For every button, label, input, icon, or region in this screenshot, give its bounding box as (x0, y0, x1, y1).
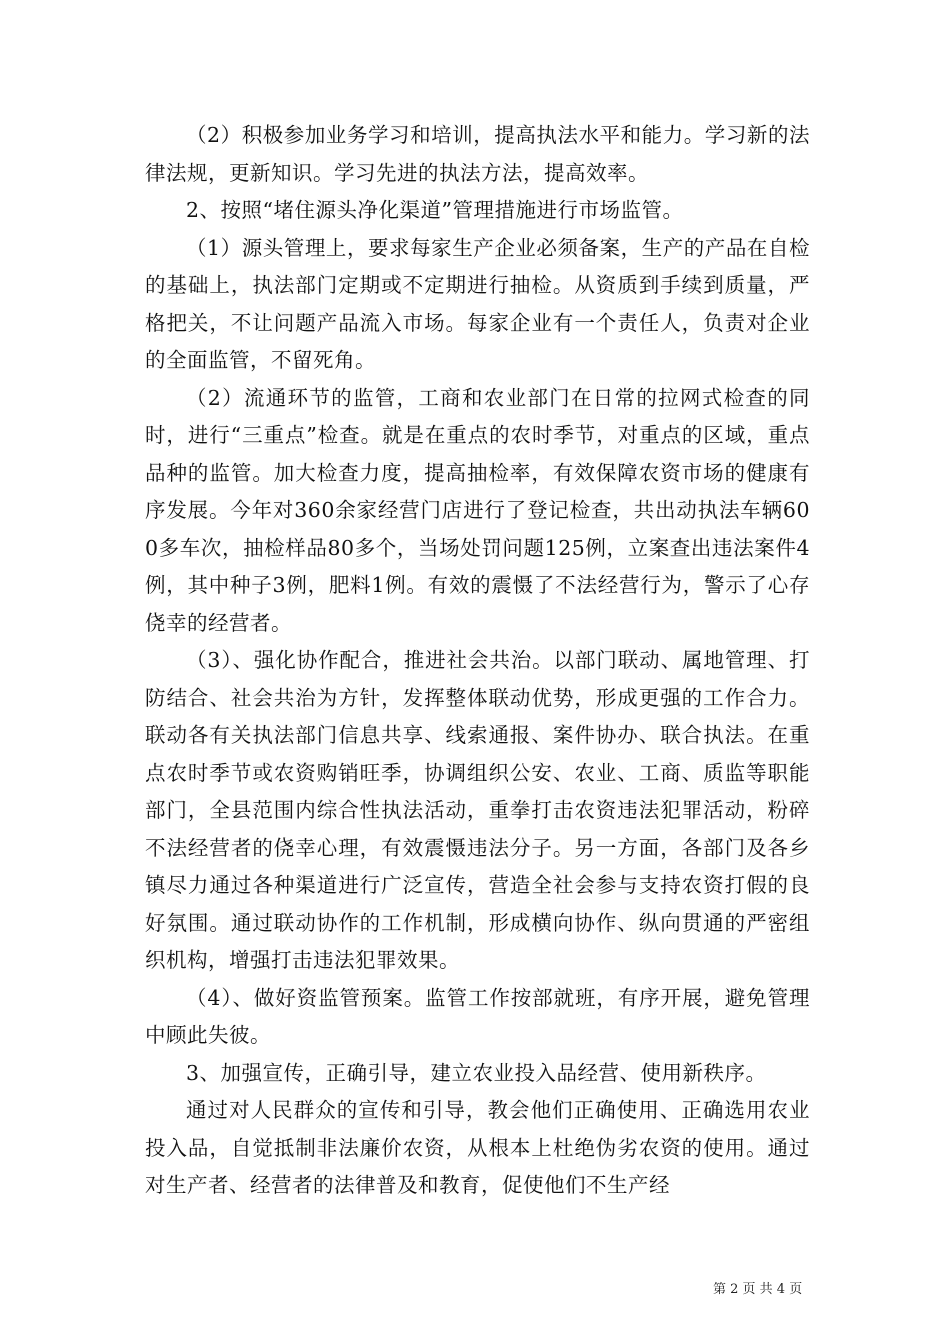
paragraph-5: （3）、强化协作配合，推进社会共治。以部门联动、属地管理、打防结合、社会共治为方针，发挥整体联动优势，形成更强的工作合力。联动各有关执法部门信息共享、线索通报、案件协办、联合执法。在重点农时季节或农资购销旺季，协调组织公安、农业、工商、质监等职能部门，全县范围内综合性执法活动，重拳打击农资违法犯罪活动，粉碎不法经营者的侥幸心理，有效震慑违法分子。另一方面，各部门及各乡镇尽力通过各种渠道进行广泛宣传，营造全社会参与支持农资打假的良好氛围。通过联动协作的工作机制，形成横向协作、纵向贯通的严密组织机构，增强打击违法犯罪效果。 (145, 648, 810, 972)
paragraph-6: （4）、做好资监管预案。监管工作按部就班，有序开展，避免管理中顾此失彼。 (145, 985, 810, 1047)
paragraph-8: 通过对人民群众的宣传和引导，教会他们正确使用、正确选用农业投入品，自觉抵制非法廉价农资，从根本上杜绝伪劣农资的使用。通过对生产者、经营者的法律普及和教育，促使他们不生产经 (145, 1098, 810, 1197)
document-body (145, 117, 810, 1205)
paragraph-7: 3、加强宣传，正确引导，建立农业投入品经营、使用新秩序。 (186, 1060, 767, 1085)
paragraph-4: （2）流通环节的监管，工商和农业部门在日常的拉网式检查的同时，进行“三重点”检查。就是在重点的农时季节，对重点的区域，重点品种的监管。加大检查力度，提高抽检率，有效保障农资市场的健康有序发展。今年对360余家经营门店进行了登记检查，共出动执法车辆600多车次，抽检样品80多个，当场处罚问题125例，立案查出违法案件4例，其中种子3例，肥料1例。有效的震慑了不法经营行为，警示了心存侥幸的经营者。 (145, 385, 810, 635)
paragraph-3: （1）源头管理上，要求每家生产企业必须备案，生产的产品在自检的基础上，执法部门定期或不定期进行抽检。从资质到手续到质量，严格把关，不让问题产品流入市场。每家企业有一个责任人，负责对企业的全面监管，不留死角。 (145, 235, 810, 372)
paragraph-2: 2、按照“堵住源头净化渠道”管理措施进行市场监管。 (186, 198, 684, 222)
page-number-footer: 第 2 页 共 4 页 (713, 1282, 803, 1297)
paragraph-1: （2）积极参加业务学习和培训，提高执法水平和能力。学习新的法律法规，更新知识。学习先进的执法方法，提高效率。 (145, 123, 810, 185)
